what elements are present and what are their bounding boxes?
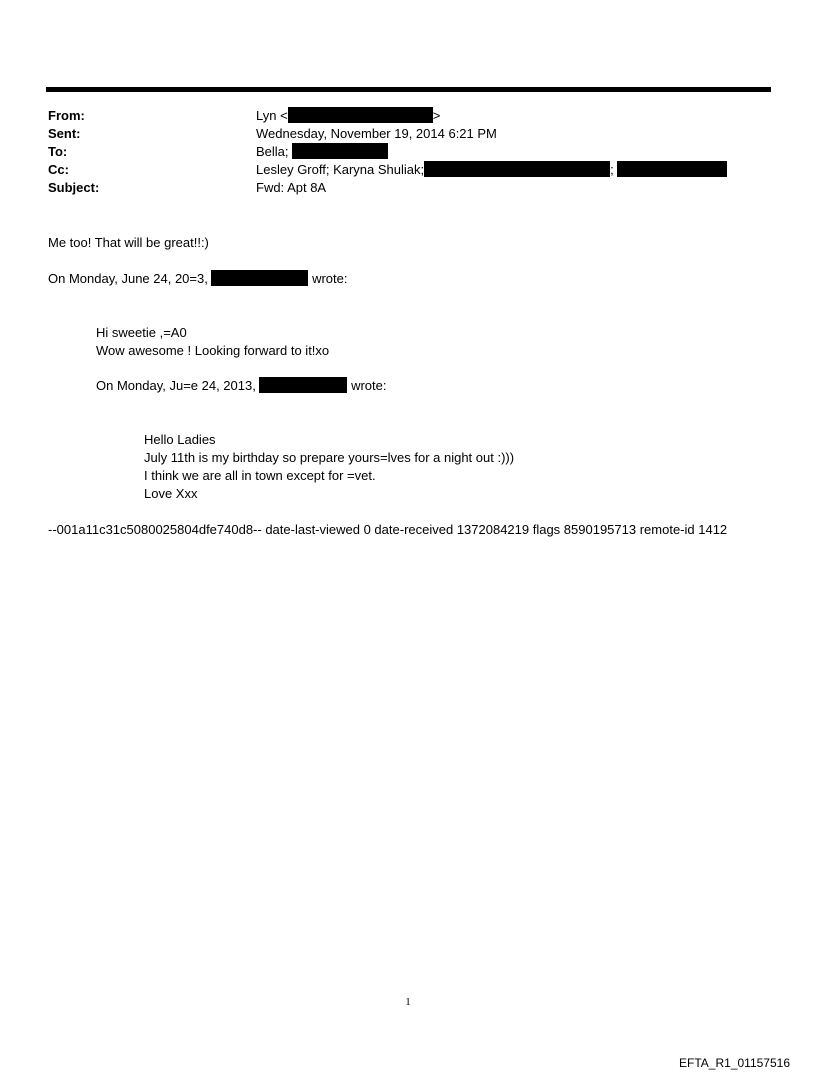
to-recipient: Bella; — [256, 144, 289, 159]
from-close: > — [432, 108, 441, 123]
sent-value: Wednesday, November 19, 2014 6:21 PM — [256, 126, 497, 141]
sent-label: Sent: — [48, 126, 81, 141]
quote2-intro-date: On Monday, Ju=e 24, 2013, — [96, 378, 256, 393]
redaction-block — [292, 143, 388, 159]
redaction-block — [259, 377, 347, 393]
quote1-line-1: Hi sweetie ,=A0 — [96, 325, 187, 340]
from-name: Lyn < — [256, 108, 288, 123]
from-label: From: — [48, 108, 85, 123]
cc-recipients: Lesley Groff; Karyna Shuliak; — [256, 162, 425, 177]
to-label: To: — [48, 144, 68, 159]
quote1-intro-wrote: wrote: — [312, 271, 348, 286]
quote1-line-2: Wow awesome ! Looking forward to it!xo — [96, 343, 330, 358]
header-divider — [46, 87, 771, 92]
cc-separator: ; — [610, 162, 614, 177]
redaction-block — [211, 270, 308, 286]
quote2-intro-wrote: wrote: — [351, 378, 387, 393]
from-value — [256, 107, 440, 125]
redaction-block — [288, 107, 433, 123]
quote1-intro — [48, 270, 348, 288]
quote2-line-4: Love Xxx — [144, 486, 198, 501]
subject-label: Subject: — [48, 180, 100, 195]
reply-text: Me too! That will be great!!:) — [48, 235, 209, 250]
quote2-intro — [96, 377, 387, 395]
redaction-block — [617, 161, 727, 177]
subject-value: Fwd: Apt 8A — [256, 180, 327, 195]
quote2-line-1: Hello Ladies — [144, 432, 216, 447]
cc-label: Cc: — [48, 162, 69, 177]
mime-trailer: --001a11c31c5080025804dfe740d8-- date-last-viewed 0 date-received 1372084219 flags 8590195713 remote-id 1412 — [48, 522, 728, 537]
redaction-block — [424, 161, 610, 177]
cc-value — [256, 161, 727, 179]
quote2-line-3: I think we are all in town except for =vet. — [144, 468, 376, 483]
document-id: EFTA_R1_01157516 — [679, 1056, 790, 1070]
to-value — [256, 143, 388, 161]
quote2-line-2: July 11th is my birthday so prepare yours=lves for a night out :))) — [144, 450, 515, 465]
quote1-intro-date: On Monday, June 24, 20=3, — [48, 271, 208, 286]
page-number: 1 — [405, 996, 411, 1008]
